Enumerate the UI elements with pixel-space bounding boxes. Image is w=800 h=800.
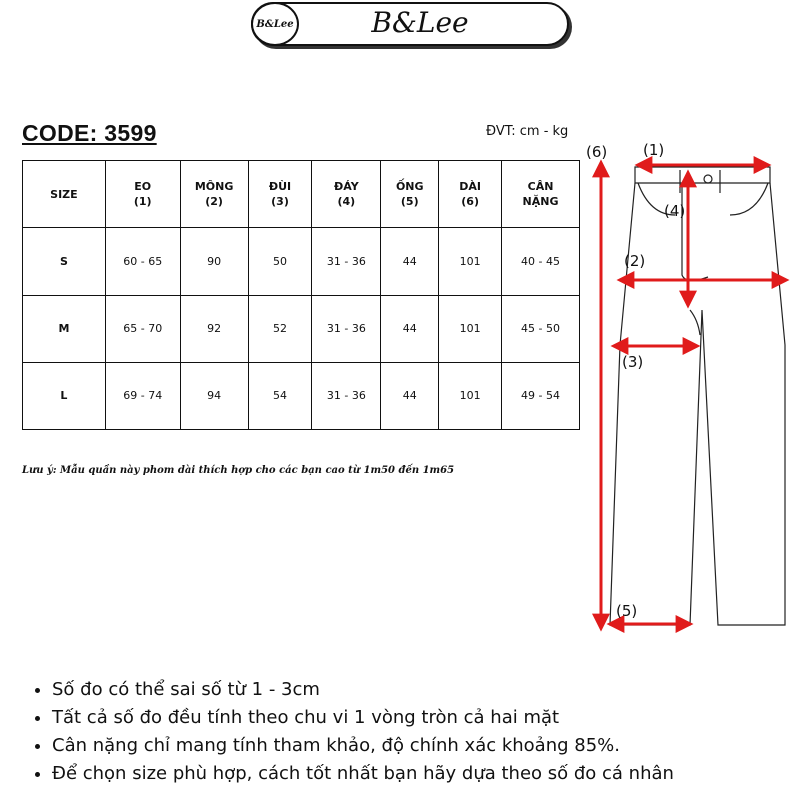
table-cell: 65 - 70: [105, 295, 180, 362]
label-m1: (1): [643, 141, 665, 159]
table-cell: 92: [180, 295, 248, 362]
measure-arrows: [601, 163, 786, 628]
header-size: SIZE: [23, 161, 106, 228]
table-cell: 101: [439, 228, 502, 295]
list-item: • Tất cả số đo đều tính theo chu vi 1 vòng tròn cả hai mặt: [52, 704, 674, 732]
product-code: CODE: 3599: [22, 120, 157, 146]
label-m5: (5): [616, 602, 638, 620]
table-cell: 44: [381, 295, 439, 362]
table-row: [23, 228, 580, 295]
list-item: • Để chọn size phù hợp, cách tốt nhất bạn hãy dựa theo số đo cá nhân: [52, 760, 674, 788]
header-eo: EO (1): [105, 161, 180, 228]
table-cell: S: [23, 228, 106, 295]
table-header-row: [23, 161, 580, 228]
table-row: [23, 295, 580, 362]
label-m6: (6): [586, 143, 608, 161]
table-cell: M: [23, 295, 106, 362]
table-row: [23, 362, 580, 429]
unit-label: ĐVT: cm - kg: [486, 124, 569, 139]
table-cell: 101: [439, 295, 502, 362]
table-cell: 44: [381, 228, 439, 295]
pants-outline: [610, 167, 785, 625]
pants-diagram: [580, 135, 795, 635]
header-dui: ĐÙI (3): [248, 161, 312, 228]
brand-logo: [251, 2, 299, 46]
table-cell: 31 - 36: [312, 295, 381, 362]
table-cell: 69 - 74: [105, 362, 180, 429]
notes-list: [30, 676, 674, 788]
list-item: • Số đo có thể sai số từ 1 - 3cm: [52, 676, 674, 704]
table-cell: 54: [248, 362, 312, 429]
label-m2: (2): [624, 252, 646, 270]
table-cell: 31 - 36: [312, 362, 381, 429]
header-dai: DÀI (6): [439, 161, 502, 228]
header-day: ĐÁY (4): [312, 161, 381, 228]
table-cell: 94: [180, 362, 248, 429]
fit-note: Lưu ý: Mẫu quần này phom dài thích hợp cho các bạn cao từ 1m50 đến 1m65: [22, 465, 455, 476]
brand-name: B&Lee: [371, 6, 469, 39]
header-ong: ỐNG (5): [381, 161, 439, 228]
list-item: • Cân nặng chỉ mang tính tham khảo, độ chính xác khoảng 85%.: [52, 732, 674, 760]
label-m4: (4): [664, 202, 686, 220]
table-cell: 31 - 36: [312, 228, 381, 295]
header-can-nang: CÂN NẶNG: [502, 161, 580, 228]
table-cell: L: [23, 362, 106, 429]
table-cell: 50: [248, 228, 312, 295]
table-cell: 44: [381, 362, 439, 429]
size-table: [22, 160, 580, 430]
table-cell: 40 - 45: [502, 228, 580, 295]
table-cell: 45 - 50: [502, 295, 580, 362]
table-cell: 49 - 54: [502, 362, 580, 429]
table-cell: 60 - 65: [105, 228, 180, 295]
table-cell: 101: [439, 362, 502, 429]
label-m3: (3): [622, 353, 644, 371]
table-cell: 52: [248, 295, 312, 362]
table-cell: 90: [180, 228, 248, 295]
brand-logo-text: B&Lee: [256, 18, 294, 30]
header-mong: MÔNG (2): [180, 161, 248, 228]
